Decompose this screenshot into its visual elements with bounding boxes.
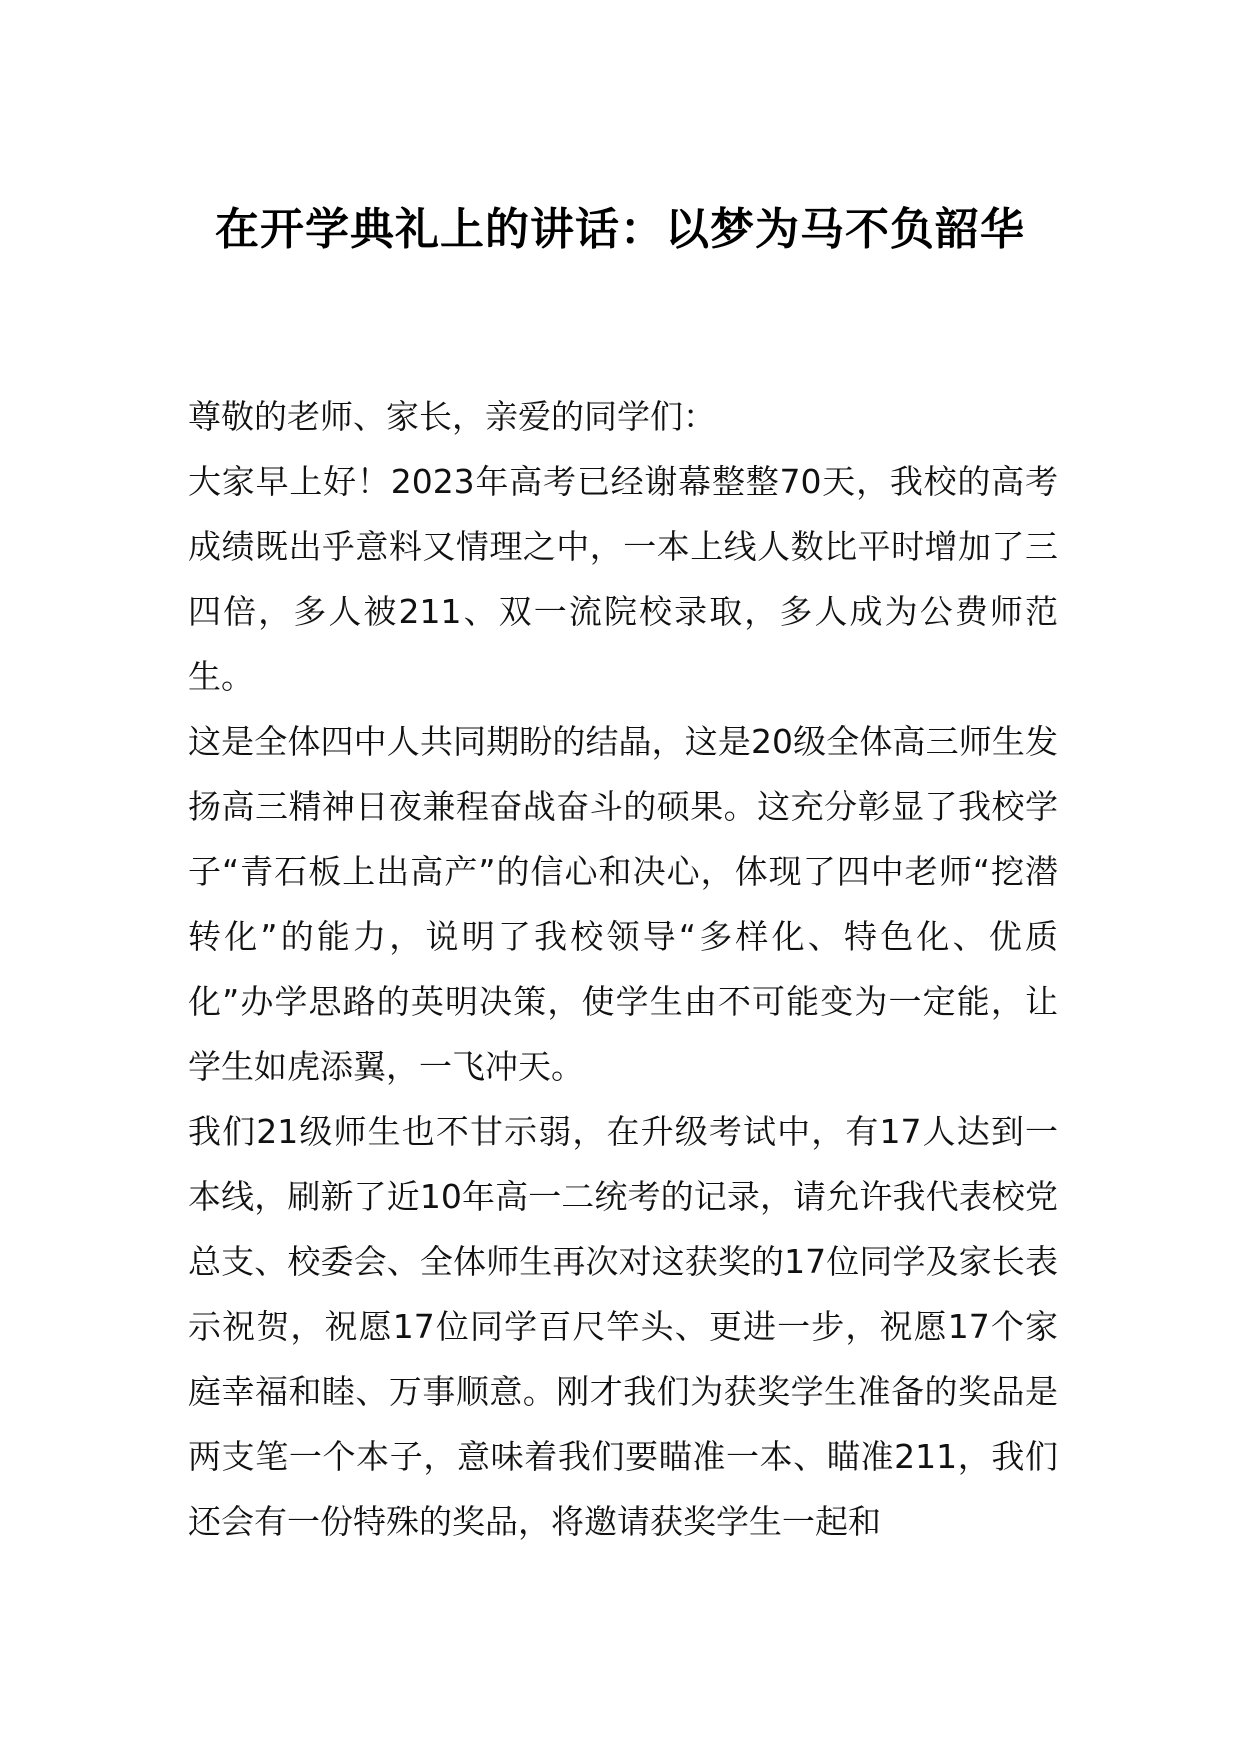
document-body (188, 384, 1058, 1554)
document-title: 在开学典礼上的讲话：以梦为马不负韶华 (215, 204, 1025, 255)
paragraph-3: 我们21级师生也不甘示弱，在升级考试中，有17人达到一本线，刷新了近10年高一二统考的记录，请允许我代表校党总支、校委会、全体师生再次对这获奖的17位同学及家长表示祝贺，祝愿17位同学百尺竿头、更进一步，祝愿17个家庭幸福和睦、万事顺意。刚才我们为获奖学生准备的奖品是两支笔一个本子，意味着我们要瞄准一本、瞄准211，我们还会有一份特殊的奖品，将邀请获奖学生一起和 (188, 1112, 1058, 1541)
salutation: 尊敬的老师、家长，亲爱的同学们： (188, 397, 716, 436)
paragraph-2: 这是全体四中人共同期盼的结晶，这是20级全体高三师生发扬高三精神日夜兼程奋战奋斗的硕果。这充分彰显了我校学子“青石板上出高产”的信心和决心，体现了四中老师“挖潜转化”的能力，说明了我校领导“多样化、特色化、优质化”办学思路的英明决策，使学生由不可能变为一定能，让学生如虎添翼，一飞冲天。 (188, 722, 1058, 1086)
paragraph-1: 大家早上好！2023年高考已经谢幕整整70天，我校的高考成绩既出乎意料又情理之中，一本上线人数比平时增加了三四倍，多人被211、双一流院校录取，多人成为公费师范生。 (188, 462, 1058, 696)
